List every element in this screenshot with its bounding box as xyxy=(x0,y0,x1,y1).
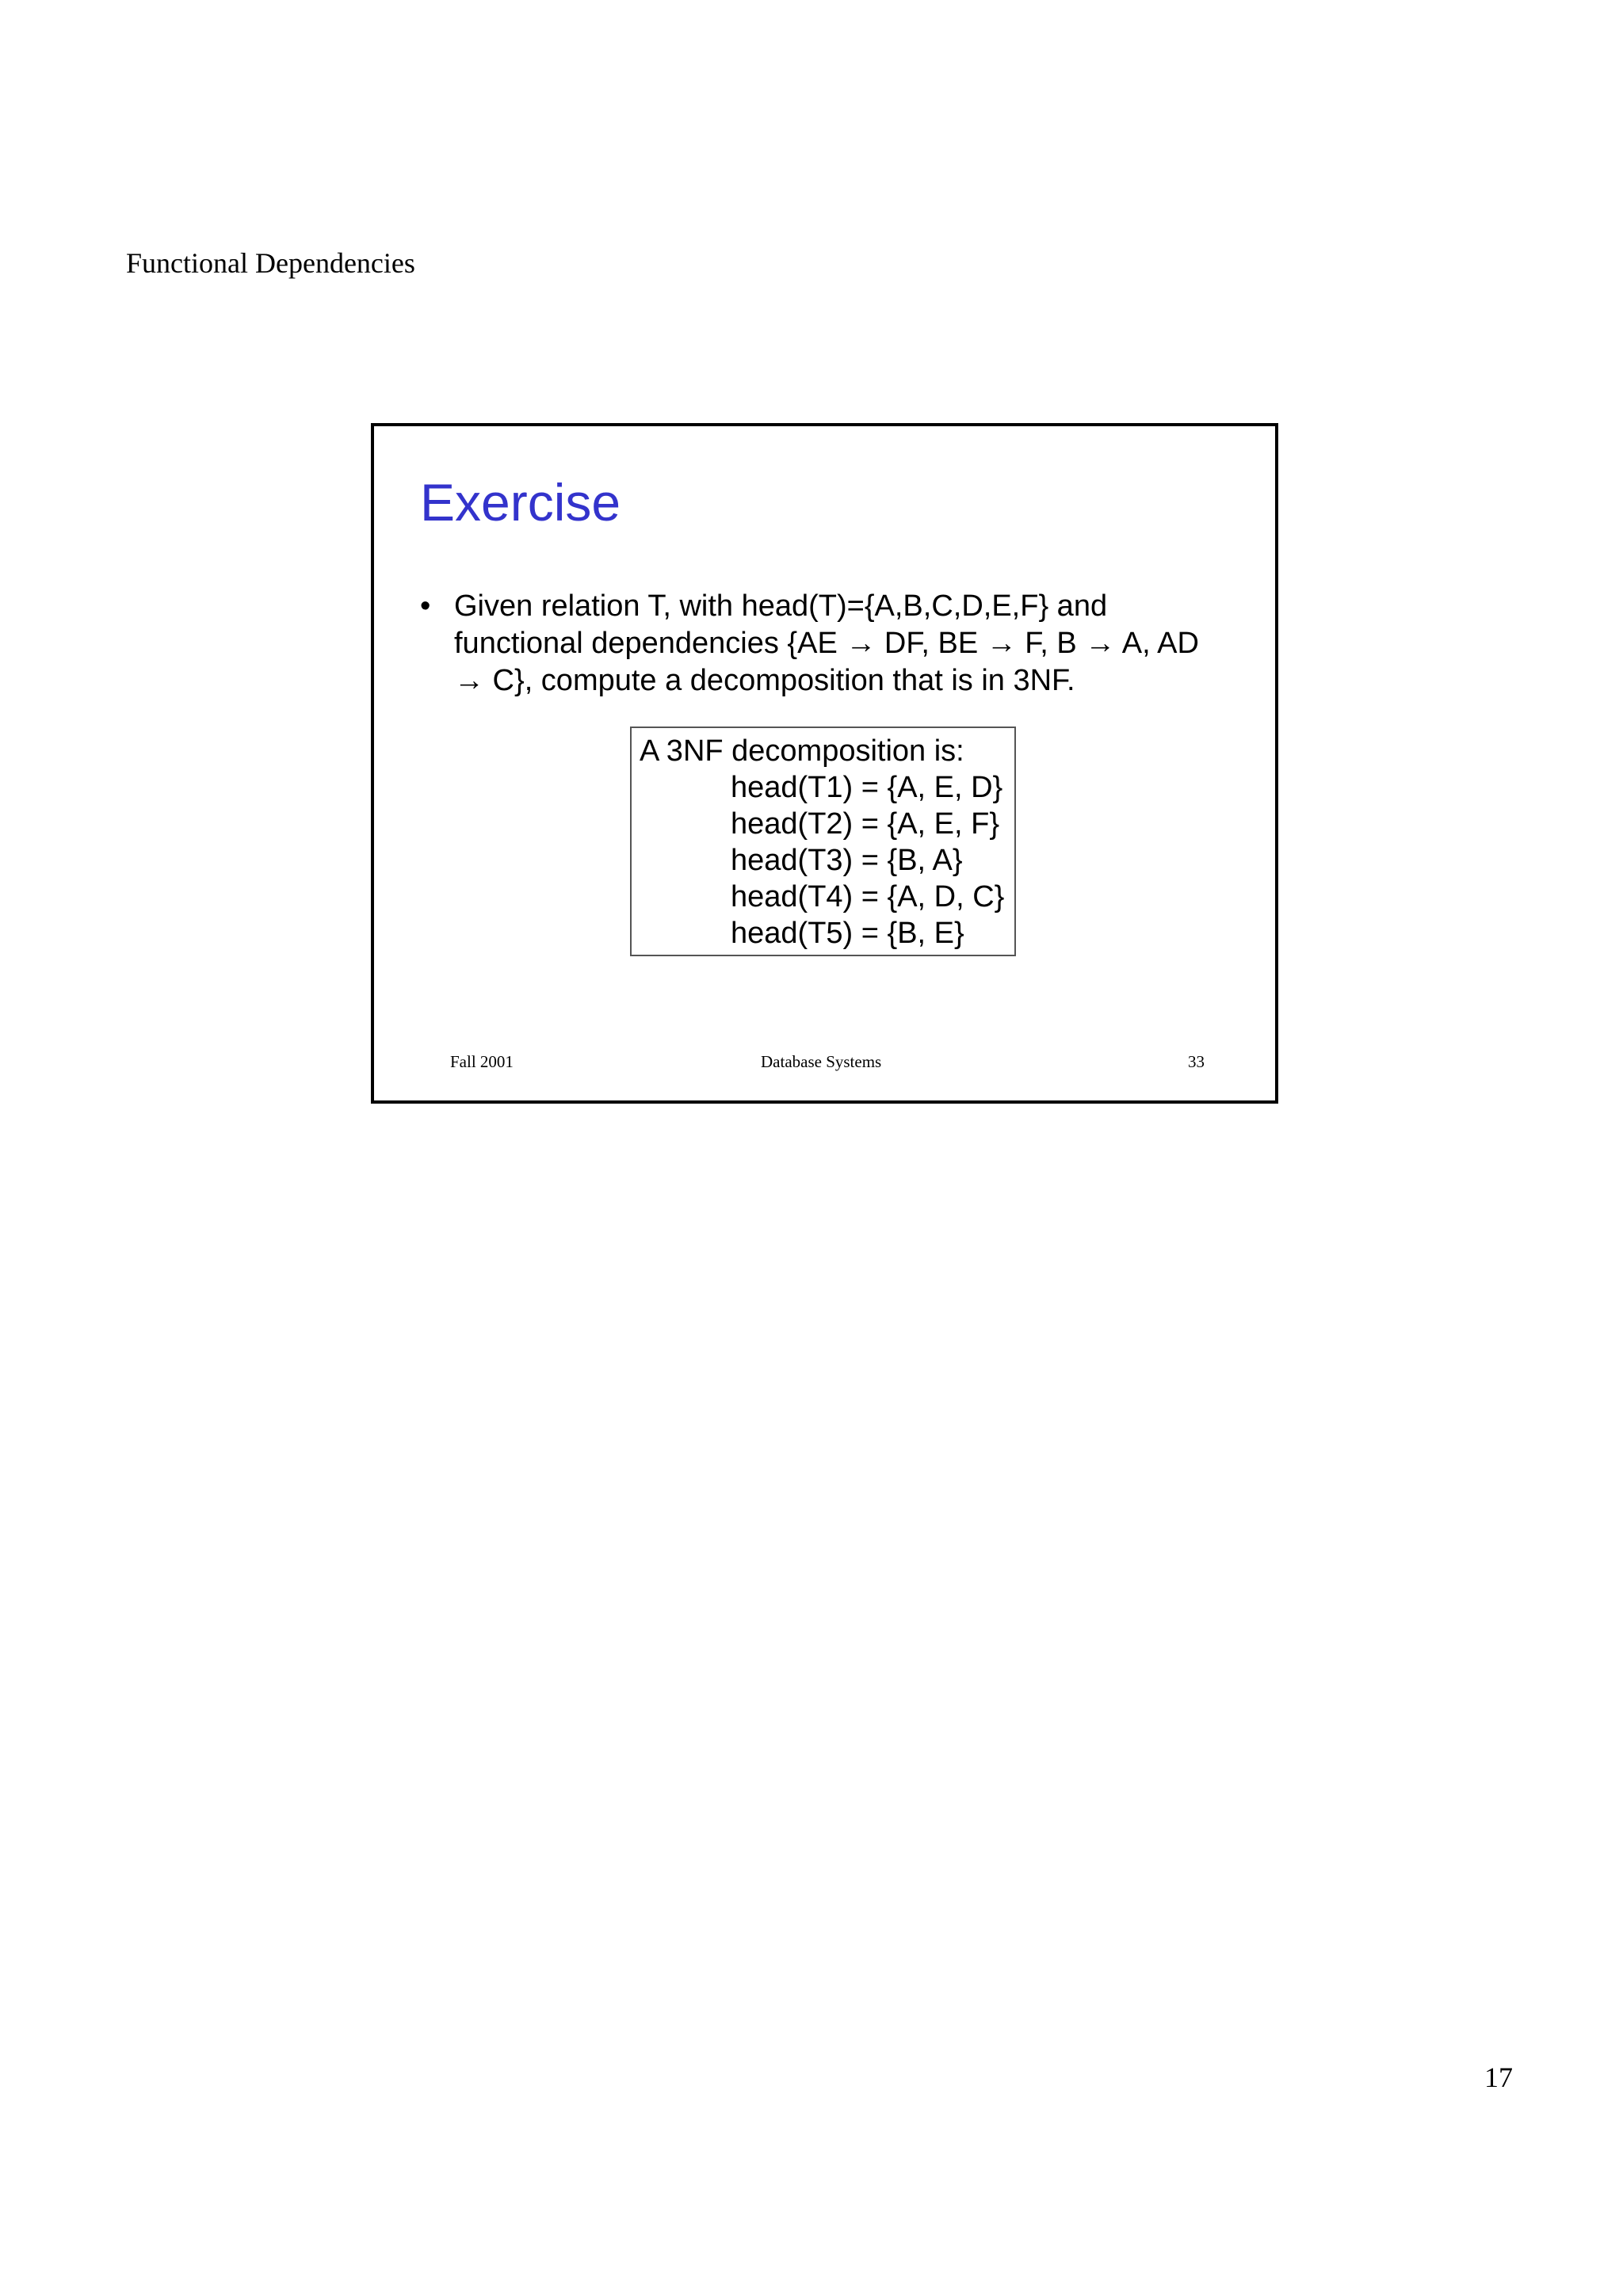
decomposition-item: head(T3) = {B, A} xyxy=(731,844,963,877)
bullet-item xyxy=(420,588,1236,700)
page-number: 17 xyxy=(1484,2061,1513,2093)
slide-footer-date: Fall 2001 xyxy=(450,1052,514,1071)
decomposition-item: head(T2) = {A, E, F} xyxy=(731,807,1000,841)
bullet-symbol: • xyxy=(420,589,431,623)
slide xyxy=(371,423,1278,1104)
bullet-line: functional dependencies {AE → DF, BE → F, B → A, AD xyxy=(454,627,1199,660)
bullet-text xyxy=(454,588,1236,700)
bullet-line: Given relation T, with head(T)={A,B,C,D,E,F} and xyxy=(454,589,1108,623)
decomposition-item: head(T4) = {A, D, C} xyxy=(731,880,1005,913)
slide-footer-course: Database Systems xyxy=(761,1052,882,1071)
slide-title: Exercise xyxy=(420,473,621,532)
answer-box xyxy=(630,727,1016,956)
decomposition-item: head(T5) = {B, E} xyxy=(731,917,964,950)
decomposition-item: head(T1) = {A, E, D} xyxy=(731,771,1003,804)
answer-heading: A 3NF decomposition is: xyxy=(640,734,964,768)
bullet-line: → C}, compute a decomposition that is in 3NF. xyxy=(454,664,1075,697)
slide-footer-number: 33 xyxy=(1188,1052,1205,1071)
page-header: Functional Dependencies xyxy=(126,247,415,279)
